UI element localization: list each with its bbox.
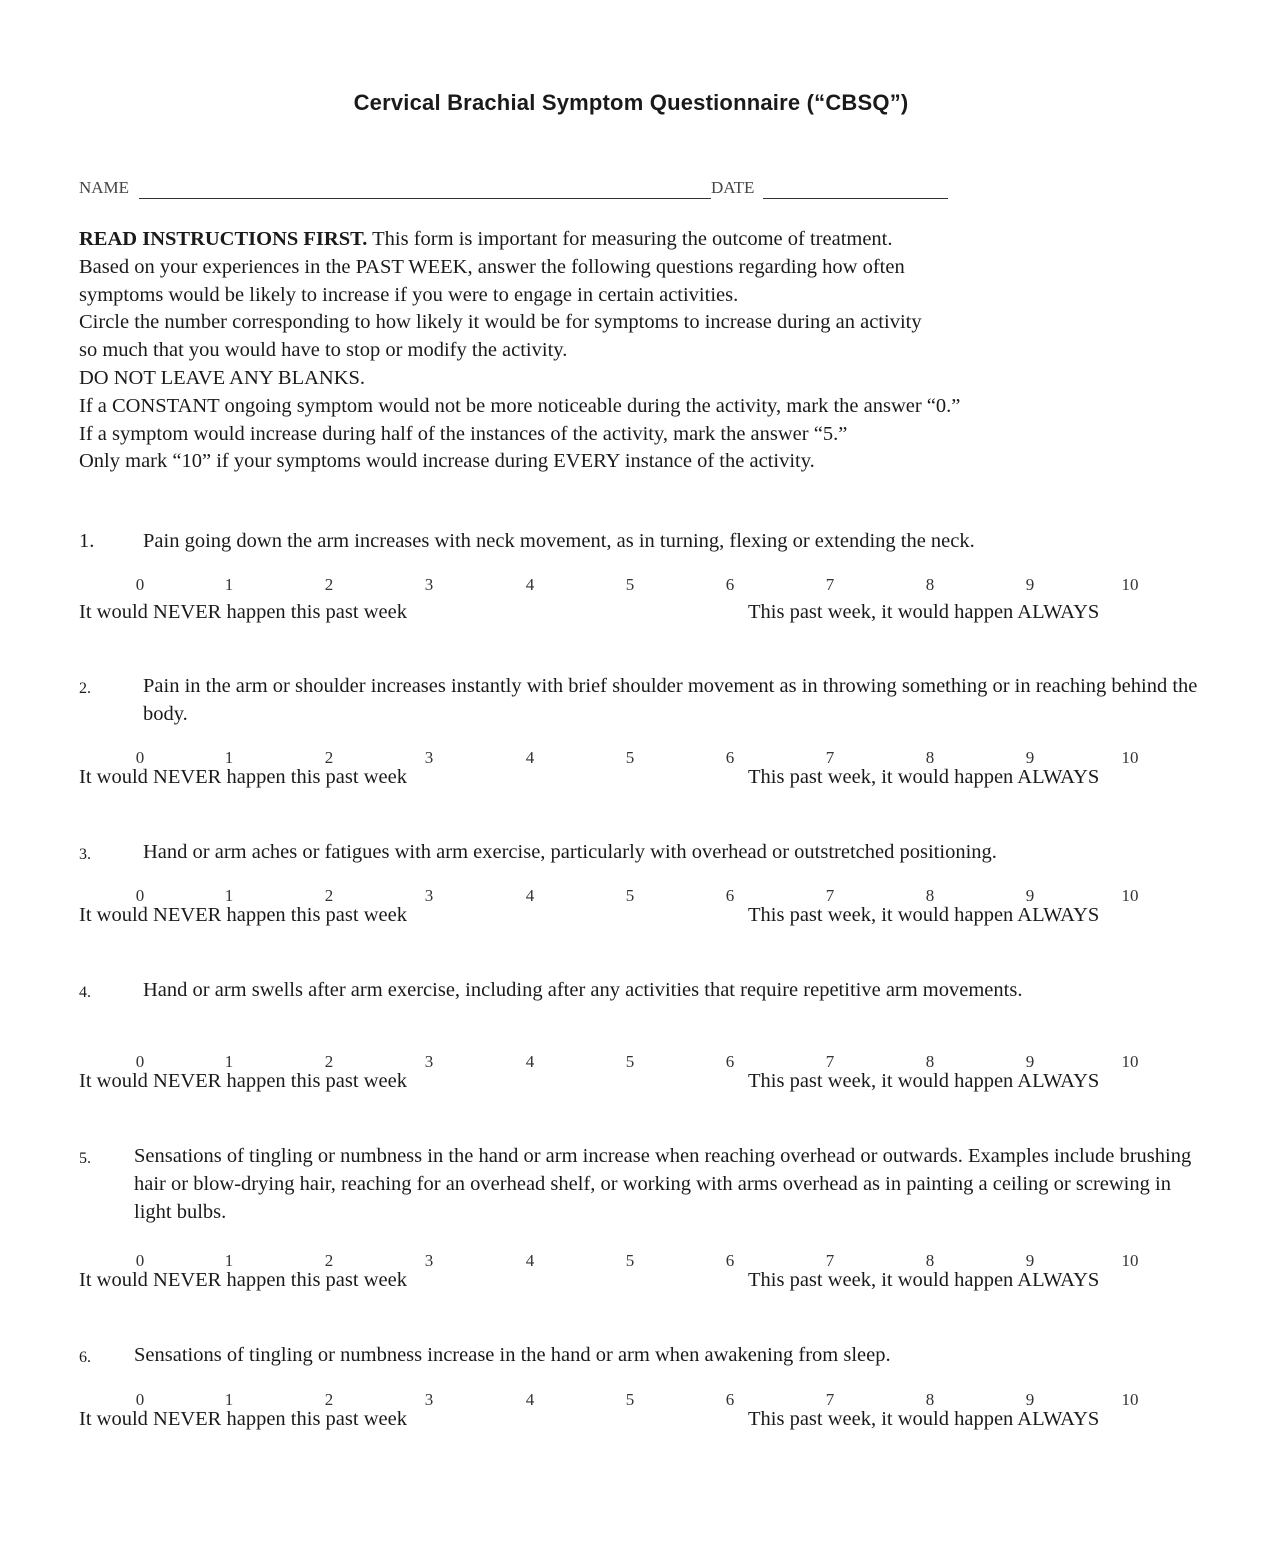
- scale-option-2[interactable]: 2: [324, 748, 334, 767]
- scale-option-1[interactable]: 1: [224, 748, 234, 767]
- scale-option-5[interactable]: 5: [625, 886, 635, 905]
- scale-right-label: This past week, it would happen ALWAYS: [748, 1070, 1100, 1092]
- scale-option-2[interactable]: 2: [324, 1052, 334, 1071]
- scale-right-label: This past week, it would happen ALWAYS: [748, 766, 1100, 788]
- scale-option-0[interactable]: 0: [135, 748, 145, 767]
- name-label: NAME: [79, 178, 130, 197]
- scale-option-9[interactable]: 9: [1025, 748, 1035, 767]
- scale-option-6[interactable]: 6: [725, 1251, 735, 1270]
- scale-option-10[interactable]: 10: [1121, 748, 1139, 767]
- scale-option-7[interactable]: 7: [825, 575, 835, 594]
- instructions-lead-bold: READ INSTRUCTIONS FIRST.: [79, 228, 368, 250]
- scale-option-7[interactable]: 7: [825, 1251, 835, 1270]
- instructions: [79, 226, 1199, 476]
- scale-option-5[interactable]: 5: [625, 748, 635, 767]
- scale-right-label: This past week, it would happen ALWAYS: [748, 1269, 1100, 1291]
- instruction-line: symptoms would be likely to increase if you were to engage in certain activities.: [79, 283, 739, 306]
- scale-option-9[interactable]: 9: [1025, 1251, 1035, 1270]
- question-text: Sensations of tingling or numbness in the hand or arm increase when reaching overhead or outwards. Examples include brushing hair or blow-drying hair, reaching for an overhead shelf, or working with arms overhead as in painting a ceiling or screwing in light bulbs.: [134, 1145, 1192, 1223]
- scale-option-2[interactable]: 2: [324, 1251, 334, 1270]
- rating-scale-6: [0, 1390, 1282, 1440]
- scale-right-label: This past week, it would happen ALWAYS: [748, 601, 1100, 623]
- scale-option-8[interactable]: 8: [925, 1390, 935, 1409]
- scale-option-7[interactable]: 7: [825, 1390, 835, 1409]
- question-number: 1.: [79, 530, 95, 552]
- question-number: 2.: [79, 680, 91, 697]
- scale-option-4[interactable]: 4: [525, 886, 535, 905]
- scale-option-8[interactable]: 8: [925, 575, 935, 594]
- instruction-line: If a symptom would increase during half of the instances of the activity, mark the answer “5.”: [79, 422, 848, 445]
- scale-option-1[interactable]: 1: [224, 575, 234, 594]
- question-text: Pain going down the arm increases with neck movement, as in turning, flexing or extending the neck.: [143, 530, 975, 552]
- scale-option-2[interactable]: 2: [324, 575, 334, 594]
- scale-option-0[interactable]: 0: [135, 1251, 145, 1270]
- question-number: 4.: [79, 984, 91, 1001]
- name-field[interactable]: [139, 198, 711, 199]
- scale-option-1[interactable]: 1: [224, 1052, 234, 1071]
- scale-option-7[interactable]: 7: [825, 748, 835, 767]
- scale-left-label: It would NEVER happen this past week: [79, 1408, 407, 1430]
- instruction-line: DO NOT LEAVE ANY BLANKS.: [79, 366, 366, 389]
- scale-left-label: It would NEVER happen this past week: [79, 1269, 407, 1291]
- scale-option-9[interactable]: 9: [1025, 1390, 1035, 1409]
- rating-scale-1: [0, 575, 1282, 625]
- rating-scale-4: [0, 1052, 1282, 1102]
- scale-option-7[interactable]: 7: [825, 1052, 835, 1071]
- scale-option-3[interactable]: 3: [424, 748, 434, 767]
- question-number: 6.: [79, 1349, 91, 1366]
- scale-option-4[interactable]: 4: [525, 1251, 535, 1270]
- scale-option-4[interactable]: 4: [525, 575, 535, 594]
- scale-option-2[interactable]: 2: [324, 886, 334, 905]
- scale-option-0[interactable]: 0: [135, 886, 145, 905]
- scale-option-9[interactable]: 9: [1025, 886, 1035, 905]
- scale-option-0[interactable]: 0: [135, 1390, 145, 1409]
- date-field[interactable]: [763, 198, 948, 199]
- scale-option-3[interactable]: 3: [424, 886, 434, 905]
- scale-option-0[interactable]: 0: [135, 1052, 145, 1071]
- scale-option-8[interactable]: 8: [925, 1251, 935, 1270]
- scale-option-10[interactable]: 10: [1121, 1251, 1139, 1270]
- instruction-line: Circle the number corresponding to how likely it would be for symptoms to increase during an activity: [79, 311, 922, 334]
- scale-option-1[interactable]: 1: [224, 886, 234, 905]
- scale-left-label: It would NEVER happen this past week: [79, 766, 407, 788]
- scale-option-3[interactable]: 3: [424, 1052, 434, 1071]
- question-text: Sensations of tingling or numbness increase in the hand or arm when awakening from sleep.: [134, 1344, 891, 1366]
- question-text: Hand or arm aches or fatigues with arm exercise, particularly with overhead or outstretched positioning.: [143, 841, 997, 863]
- scale-option-10[interactable]: 10: [1121, 1390, 1139, 1409]
- scale-left-label: It would NEVER happen this past week: [79, 601, 407, 623]
- scale-option-2[interactable]: 2: [324, 1390, 334, 1409]
- scale-option-10[interactable]: 10: [1121, 886, 1139, 905]
- instructions-lead: [79, 226, 1199, 254]
- instruction-line: Based on your experiences in the PAST WEEK, answer the following questions regarding how often: [79, 255, 905, 278]
- scale-left-label: It would NEVER happen this past week: [79, 904, 407, 926]
- rating-scale-5: [0, 1251, 1282, 1301]
- scale-left-label: It would NEVER happen this past week: [79, 1070, 407, 1092]
- scale-option-9[interactable]: 9: [1025, 575, 1035, 594]
- scale-option-9[interactable]: 9: [1025, 1052, 1035, 1071]
- scale-option-3[interactable]: 3: [424, 1390, 434, 1409]
- date-label: DATE: [711, 178, 755, 197]
- scale-option-1[interactable]: 1: [224, 1251, 234, 1270]
- scale-option-8[interactable]: 8: [925, 886, 935, 905]
- scale-option-0[interactable]: 0: [135, 575, 145, 594]
- scale-option-6[interactable]: 6: [725, 1390, 735, 1409]
- instruction-line: so much that you would have to stop or modify the activity.: [79, 339, 568, 362]
- scale-right-label: This past week, it would happen ALWAYS: [748, 1408, 1100, 1430]
- rating-scale-3: [0, 886, 1282, 936]
- scale-option-5[interactable]: 5: [625, 575, 635, 594]
- page-title: Cervical Brachial Symptom Questionnaire (“CBSQ”): [353, 90, 909, 115]
- question-text: Hand or arm swells after arm exercise, including after any activities that require repetitive arm movements.: [143, 979, 1023, 1001]
- scale-option-6[interactable]: 6: [725, 748, 735, 767]
- question-number: 5.: [79, 1150, 91, 1167]
- scale-option-5[interactable]: 5: [625, 1052, 635, 1071]
- instruction-line: If a CONSTANT ongoing symptom would not be more noticeable during the activity, mark the answer “0.”: [79, 394, 961, 417]
- scale-right-label: This past week, it would happen ALWAYS: [748, 904, 1100, 926]
- instructions-lead-rest: This form is important for measuring the outcome of treatment.: [367, 228, 893, 250]
- scale-option-8[interactable]: 8: [925, 1052, 935, 1071]
- scale-option-6[interactable]: 6: [725, 886, 735, 905]
- scale-option-5[interactable]: 5: [625, 1390, 635, 1409]
- scale-option-8[interactable]: 8: [925, 748, 935, 767]
- scale-option-10[interactable]: 10: [1121, 575, 1139, 594]
- scale-option-1[interactable]: 1: [224, 1390, 234, 1409]
- scale-option-6[interactable]: 6: [725, 575, 735, 594]
- rating-scale-2: [0, 748, 1282, 798]
- scale-option-5[interactable]: 5: [625, 1251, 635, 1270]
- scale-option-3[interactable]: 3: [424, 575, 434, 594]
- scale-option-4[interactable]: 4: [525, 1390, 535, 1409]
- scale-option-7[interactable]: 7: [825, 886, 835, 905]
- scale-option-6[interactable]: 6: [725, 1052, 735, 1071]
- scale-option-10[interactable]: 10: [1121, 1052, 1139, 1071]
- question-number: 3.: [79, 846, 91, 863]
- question-text: Pain in the arm or shoulder increases instantly with brief shoulder movement as in throwing something or in reaching behind the body.: [143, 675, 1198, 725]
- scale-option-3[interactable]: 3: [424, 1251, 434, 1270]
- instruction-line: Only mark “10” if your symptoms would increase during EVERY instance of the activity.: [79, 450, 815, 473]
- scale-option-4[interactable]: 4: [525, 1052, 535, 1071]
- scale-option-4[interactable]: 4: [525, 748, 535, 767]
